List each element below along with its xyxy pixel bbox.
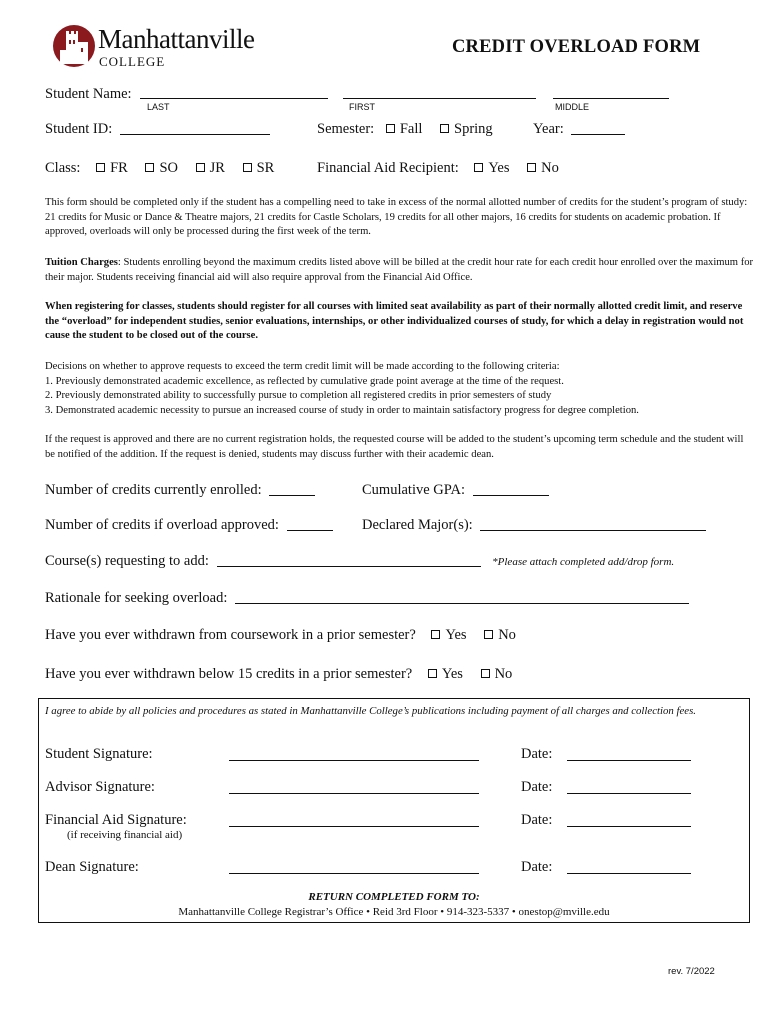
fall-checkbox[interactable] [386,124,395,133]
first-caption: FIRST [349,102,375,112]
criteria-intro: Decisions on whether to approve requests to exceed the term credit limit will be made according to the following criteria: [45,361,560,372]
registration-paragraph: When registering for classes, students should register for all courses with limited seat availability as part of their normally allotted credit limit, and reserve the “overload” for independent studies, senior evaluations, internships, or other individualized courses of study, for which a delay in registration would not cause the student to be closed out of the course. [45,301,744,342]
withdrawn-q2-label: Have you ever withdrawn below 15 credits in a prior semester? [45,666,413,682]
rationale-field[interactable] [235,603,689,604]
courses-field[interactable] [217,566,481,567]
student-date-label: Date: [521,746,553,762]
spring-checkbox[interactable] [440,124,449,133]
finaid-no-option[interactable]: No [527,160,559,176]
withdrawn-q2-row [45,666,526,683]
finaid-no-checkbox[interactable] [527,163,536,172]
class-jr-option[interactable]: JR [196,160,225,176]
gpa-label: Cumulative GPA: [362,482,465,498]
student-id-row [45,121,270,138]
advisor-date-label: Date: [521,779,553,795]
finaid-yes-option[interactable]: Yes [474,160,509,176]
student-id-field[interactable] [120,134,270,135]
credits-enrolled-row [45,482,315,499]
withdrawn-q1-yes-option[interactable]: Yes [431,627,466,643]
courses-row [45,553,674,570]
major-row [362,517,706,534]
year-label: Year: [533,121,564,137]
credits-overload-label: Number of credits if overload approved: [45,517,279,533]
student-signature-field[interactable] [229,748,479,761]
gpa-row [362,482,549,499]
credits-overload-field[interactable] [287,530,333,531]
semester-label: Semester: [317,121,375,137]
credits-enrolled-label: Number of credits currently enrolled: [45,482,262,498]
tuition-heading: Tuition Charges [45,257,118,268]
withdrawn-q1-row [45,627,530,644]
criteria-item: 1. Previously demonstrated academic excellence, as reflected by cumulative grade point average at the time of the request. [45,375,564,387]
so-checkbox[interactable] [145,163,154,172]
student-signature-label: Student Signature: [45,746,153,762]
finaid-date-field[interactable] [567,814,691,827]
dean-signature-label: Dean Signature: [45,859,139,875]
intro-paragraph: This form should be completed only if the student has a compelling need to take in excess of the normal allotted number of credits for the student’s program of study: 21 credits for Music or Dance & Theatre majors, 21 credits for Castle Scholars, 19 credits for all other majors, 16 credits for students on academic probation. If approved, overloads will only be processed during the first week of the term. [45,197,748,238]
dean-date-field[interactable] [567,861,691,874]
dean-date-label: Date: [521,859,553,875]
last-name-field[interactable] [140,84,328,99]
class-sr-option[interactable]: SR [243,160,275,176]
form-title: CREDIT OVERLOAD FORM [452,37,701,57]
logo-college: COLLEGE [99,54,166,69]
credits-enrolled-field[interactable] [269,495,315,496]
finaid-label: Financial Aid Recipient: [317,160,459,176]
first-name-field[interactable] [343,84,536,99]
fr-checkbox[interactable] [96,163,105,172]
semester-row [317,121,507,138]
student-name-label: Student Name: [45,86,132,102]
class-so-option[interactable]: SO [145,160,178,176]
return-title: RETURN COMPLETED FORM TO: [308,891,480,903]
advisor-signature-label: Advisor Signature: [45,779,155,795]
major-field[interactable] [480,530,706,531]
dean-signature-field[interactable] [229,861,479,874]
class-fr-option[interactable]: FR [96,160,128,176]
credits-overload-row [45,517,333,534]
middle-name-field[interactable] [553,84,669,99]
logo-name: Manhattanville [98,24,255,54]
approval-paragraph: If the request is approved and there are no current registration holds, the requested course will be added to the student’s upcoming term schedule and the student will be notified of the addition. If the request is denied, students may discuss further with their academic dean. [45,434,744,460]
withdrawn-q1-yes-checkbox[interactable] [431,630,440,639]
semester-fall-option[interactable]: Fall [386,121,423,137]
class-label: Class: [45,160,81,176]
tuition-text: : Students enrolling beyond the maximum credits listed above will be billed at the credit hour rate for each credit hour enrolled over the maximum for their major. Students receiving financial aid will also require approval from the Financial Aid Office. [45,257,754,283]
middle-caption: MIDDLE [555,102,590,112]
agreement-statement: I agree to abide by all policies and procedures as stated in Manhattanville College’s publications including payment of all charges and collection fees. [45,705,697,717]
rationale-row [45,590,689,607]
major-label: Declared Major(s): [362,517,473,533]
last-caption: LAST [147,102,170,112]
attach-note: *Please attach completed add/drop form. [492,556,675,568]
finaid-yes-checkbox[interactable] [474,163,483,172]
finaid-signature-label: Financial Aid Signature: [45,812,187,828]
courses-label: Course(s) requesting to add: [45,553,209,569]
criteria-item: 3. Demonstrated academic necessity to pursue an increased course of study in order to maintain satisfactory progress for degree completion. [45,404,639,416]
return-address: Manhattanville College Registrar’s Office • Reid 3rd Floor • 914-323-5337 • onestop@mville.edu [178,906,610,918]
advisor-date-field[interactable] [567,781,691,794]
withdrawn-q1-no-option[interactable]: No [484,627,516,643]
class-row [45,160,288,177]
withdrawn-q2-no-option[interactable]: No [481,666,513,682]
withdrawn-q2-yes-checkbox[interactable] [428,669,437,678]
withdrawn-q2-no-checkbox[interactable] [481,669,490,678]
withdrawn-q1-no-checkbox[interactable] [484,630,493,639]
agreement-box [38,698,750,923]
criteria-paragraph [45,360,755,418]
advisor-signature-field[interactable] [229,781,479,794]
criteria-item: 2. Previously demonstrated ability to successfully pursue to completion all registered credits in prior semesters of study [45,390,552,402]
year-field[interactable] [571,134,625,135]
tuition-paragraph [45,256,755,285]
college-logo [52,24,272,70]
gpa-field[interactable] [473,495,549,496]
student-date-field[interactable] [567,748,691,761]
withdrawn-q2-yes-option[interactable]: Yes [428,666,463,682]
finaid-date-label: Date: [521,812,553,828]
finaid-signature-field[interactable] [229,814,479,827]
student-id-label: Student ID: [45,121,113,137]
sr-checkbox[interactable] [243,163,252,172]
castle-seal-icon [52,24,96,68]
jr-checkbox[interactable] [196,163,205,172]
year-row [533,121,625,138]
revision-note: rev. 7/2022 [668,966,715,977]
finaid-row [317,160,573,177]
semester-spring-option[interactable]: Spring [440,121,493,137]
finaid-signature-note: (if receiving financial aid) [67,829,183,841]
withdrawn-q1-label: Have you ever withdrawn from coursework in a prior semester? [45,627,416,643]
rationale-label: Rationale for seeking overload: [45,590,228,606]
